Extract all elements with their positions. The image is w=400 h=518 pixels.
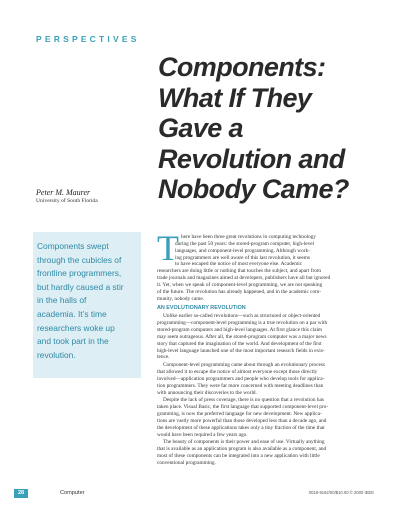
body-line: that is available as an application program is also available as a component, and (157, 446, 327, 453)
body-paragraph (157, 397, 373, 438)
pull-quote-line: researchers woke up (37, 322, 115, 333)
title-line: Nobody Came? (158, 174, 349, 204)
body-line: most of these components can be integrated into a new application with little (157, 453, 320, 460)
pull-quote-box (33, 232, 141, 378)
page-number: 28 (14, 489, 28, 498)
author-name: Peter M. Maurer (36, 188, 91, 197)
title-line: What If They (158, 82, 312, 113)
pull-quote-line: and took part in the (37, 336, 109, 347)
body-line: the development of these applications takes only a tiny fraction of the time that (157, 424, 325, 431)
intro-paragraph (157, 234, 373, 302)
body-line: high-level language launched one of the most important research fields in exis- (157, 347, 325, 354)
body-line: conventional programming. (157, 460, 216, 466)
body-line: ing programmers are well aware of this last revolution, it seems (175, 254, 310, 261)
body-paragraph (157, 362, 373, 396)
body-line: tence. (157, 354, 170, 361)
title-line: Components: (158, 52, 326, 82)
body-line: it. Yet, when we speak of component-level programming, we are not speaking (157, 281, 323, 288)
body-line: stored-program computers and high-level languages. At first glance this claim (157, 326, 323, 333)
pull-quote-line: academia. It’s time (37, 308, 107, 319)
body-line: Component-level programming came about through an evolutionary process (163, 362, 325, 369)
pull-quote-line: revolution. (37, 349, 76, 360)
body-line: involved—application programmers and people who develop tools for applica- (157, 375, 325, 382)
author-affiliation: University of South Florida (36, 198, 98, 204)
body-line: gramming, is now the preferred language for new development. New applica- (157, 411, 322, 418)
body-paragraph (157, 313, 373, 361)
body-line: during the past 50 years: the stored-program computer, high-level (175, 240, 315, 247)
pull-quote-line: through the cubicles of (37, 254, 122, 265)
drop-cap: T (157, 228, 179, 268)
section-heading: AN EVOLUTIONARY REVOLUTION (157, 305, 246, 312)
pull-quote-line: in the halls of (37, 295, 87, 306)
body-line: tions are vastly more powerful than those developed less than a decade ago, and (157, 417, 327, 424)
pull-quote-line: frontline programmers, (37, 268, 122, 279)
issn-copyright: 0018-9162/00/$10.00 © 2000 IEEE (308, 490, 374, 495)
body-line: The beauty of components is their power and ease of use. Virtually anything (163, 439, 325, 446)
body-line: here have been three great revolutions in computing technology (181, 234, 317, 240)
title-line: Gave a (158, 113, 243, 143)
section-tag: PERSPECTIVES (36, 34, 140, 44)
body-line: Despite the lack of press coverage, there is no question that a revolution has (163, 397, 324, 404)
body-line: would have been required a few years ago. (157, 431, 248, 438)
body-line: story that captured the imagination of the world. And development of the first (157, 340, 322, 347)
pull-quote-text (37, 240, 139, 362)
body-paragraph (157, 439, 373, 466)
title-line: Revolution and (158, 143, 345, 174)
magazine-name: Computer (60, 490, 85, 496)
body-line: may seem outrageous. After all, the stored-program computer was a major news (157, 333, 327, 340)
body-line: trade journals and magazines aimed at developers, publishers have all but ignored (157, 275, 331, 282)
pull-quote-line: Components swept (37, 241, 109, 251)
body-line: Unlike earlier so-called revolutions—such as structured or object-oriented (163, 313, 321, 320)
article-body (157, 234, 373, 468)
body-line: researchers are doing little or nothing that touches the subject, and apart from (157, 268, 321, 275)
body-line: tion programmers. They were far more concerned with meeting deadlines than (157, 382, 324, 389)
body-line: taken place. Visual Basic, the first language that supported component-level pro- (157, 404, 329, 411)
body-line: programming—component-level programming is a true revolution on a par with (157, 320, 328, 327)
body-line: munity, nobody came. (157, 295, 205, 302)
pull-quote-line: but hardly caused a stir (37, 281, 124, 292)
body-line: that allowed it to escape the notice of almost everyone except those directly (157, 369, 318, 376)
body-line: with announcing their discoveries to the world. (157, 389, 257, 396)
body-line: languages, and component-level programming. Although work- (175, 247, 310, 254)
article-title (158, 52, 398, 205)
body-line: of the future. The revolution has already happened, and in the academic com- (157, 288, 322, 295)
body-line: to have escaped the notice of most everyone else. Academic (175, 261, 303, 268)
